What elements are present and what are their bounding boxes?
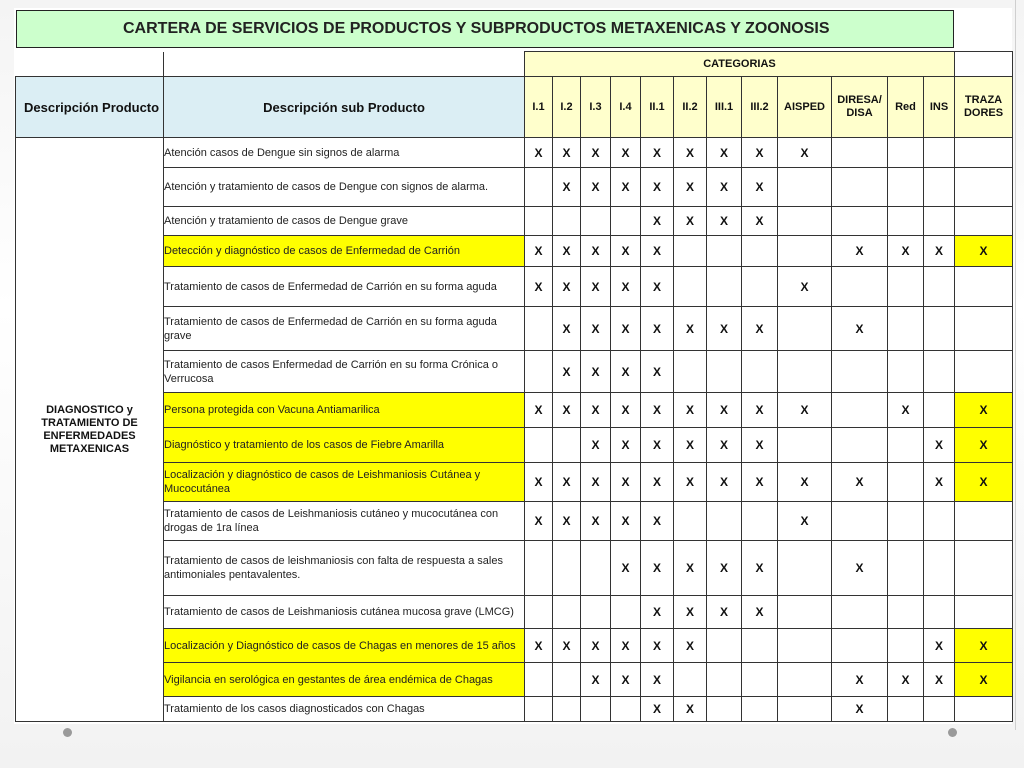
- category-mark-cell: [924, 596, 955, 629]
- category-column-header: TRAZA DORES: [955, 77, 1013, 138]
- category-mark-cell: X: [888, 236, 924, 267]
- category-mark-cell: X: [641, 697, 674, 722]
- category-column-header: I.3: [581, 77, 611, 138]
- table-row: [16, 138, 1013, 168]
- category-mark-cell: X: [832, 663, 888, 697]
- category-mark-cell: [955, 267, 1013, 307]
- category-mark-cell: X: [674, 393, 707, 428]
- category-mark-cell: [707, 351, 742, 393]
- category-mark-cell: X: [707, 207, 742, 236]
- category-column-header: I.4: [611, 77, 641, 138]
- blank-cell: [164, 52, 525, 77]
- category-mark-cell: X: [581, 307, 611, 351]
- category-mark-cell: [888, 351, 924, 393]
- subproduct-description: Tratamiento de casos Enfermedad de Carrión en su forma Crónica o Verrucosa: [164, 351, 525, 393]
- category-mark-cell: [924, 267, 955, 307]
- subproduct-description: Atención casos de Dengue sin signos de alarma: [164, 138, 525, 168]
- category-mark-cell: [924, 207, 955, 236]
- category-mark-cell: X: [742, 307, 778, 351]
- category-mark-cell: X: [641, 236, 674, 267]
- category-mark-cell: [707, 697, 742, 722]
- category-mark-cell: X: [955, 663, 1013, 697]
- category-column-header: III.2: [742, 77, 778, 138]
- category-mark-cell: X: [742, 393, 778, 428]
- category-mark-cell: X: [674, 463, 707, 502]
- category-mark-cell: [888, 428, 924, 463]
- category-mark-cell: [674, 351, 707, 393]
- category-mark-cell: X: [778, 267, 832, 307]
- table-row: [16, 697, 1013, 722]
- category-mark-cell: X: [832, 463, 888, 502]
- category-mark-cell: [888, 138, 924, 168]
- category-mark-cell: X: [674, 307, 707, 351]
- category-mark-cell: X: [707, 463, 742, 502]
- category-mark-cell: [742, 236, 778, 267]
- table-row: [16, 207, 1013, 236]
- subproduct-description: Vigilancia en serológica en gestantes de área endémica de Chagas: [164, 663, 525, 697]
- category-mark-cell: [525, 207, 553, 236]
- subproduct-description: Tratamiento de casos de Leishmaniosis cutánea mucosa grave (LMCG): [164, 596, 525, 629]
- category-mark-cell: [924, 138, 955, 168]
- category-mark-cell: X: [525, 138, 553, 168]
- category-mark-cell: [778, 207, 832, 236]
- category-mark-cell: [924, 168, 955, 207]
- category-mark-cell: X: [742, 138, 778, 168]
- subproduct-description: Tratamiento de casos de Leishmaniosis cutáneo y mucocutánea con drogas de 1ra línea: [164, 502, 525, 541]
- subproduct-description: Tratamiento de casos de leishmaniosis con falta de respuesta a sales antimoniales pentavalentes.: [164, 541, 525, 596]
- category-mark-cell: [581, 541, 611, 596]
- category-mark-cell: [832, 267, 888, 307]
- category-mark-cell: X: [581, 168, 611, 207]
- category-mark-cell: [888, 168, 924, 207]
- category-mark-cell: X: [924, 428, 955, 463]
- table-row: [16, 428, 1013, 463]
- subproduct-description: Tratamiento de casos de Enfermedad de Carrión en su forma aguda grave: [164, 307, 525, 351]
- category-mark-cell: [778, 307, 832, 351]
- category-mark-cell: X: [674, 629, 707, 663]
- categorias-header: CATEGORIAS: [525, 52, 955, 77]
- slide-decoration-dot: [948, 728, 957, 737]
- subproduct-description: Tratamiento de casos de Enfermedad de Carrión en su forma aguda: [164, 267, 525, 307]
- category-mark-cell: X: [742, 541, 778, 596]
- category-header-row: [16, 52, 1013, 77]
- category-mark-cell: X: [674, 596, 707, 629]
- category-mark-cell: [888, 463, 924, 502]
- category-mark-cell: [742, 697, 778, 722]
- category-mark-cell: X: [778, 393, 832, 428]
- category-mark-cell: X: [553, 168, 581, 207]
- category-mark-cell: X: [581, 393, 611, 428]
- category-mark-cell: [778, 663, 832, 697]
- producto-header: Descripción Producto: [16, 77, 164, 138]
- subproduct-description: Localización y Diagnóstico de casos de Chagas en menores de 15 años: [164, 629, 525, 663]
- category-mark-cell: X: [525, 236, 553, 267]
- category-mark-cell: X: [955, 629, 1013, 663]
- category-mark-cell: X: [707, 428, 742, 463]
- category-mark-cell: [553, 207, 581, 236]
- category-mark-cell: [888, 207, 924, 236]
- category-mark-cell: [832, 168, 888, 207]
- category-mark-cell: X: [641, 393, 674, 428]
- category-mark-cell: X: [611, 393, 641, 428]
- category-column-header: III.1: [707, 77, 742, 138]
- category-mark-cell: [553, 541, 581, 596]
- subproduct-description: Tratamiento de los casos diagnosticados con Chagas: [164, 697, 525, 722]
- category-mark-cell: X: [641, 502, 674, 541]
- category-mark-cell: X: [832, 697, 888, 722]
- product-description: DIAGNOSTICO y TRATAMIENTO DE ENFERMEDADES METAXENICAS: [16, 138, 164, 722]
- category-mark-cell: X: [674, 207, 707, 236]
- category-mark-cell: [924, 393, 955, 428]
- category-mark-cell: [778, 428, 832, 463]
- category-mark-cell: X: [832, 541, 888, 596]
- category-mark-cell: X: [641, 428, 674, 463]
- category-mark-cell: [955, 502, 1013, 541]
- category-mark-cell: X: [611, 428, 641, 463]
- category-mark-cell: [955, 207, 1013, 236]
- category-mark-cell: X: [611, 541, 641, 596]
- category-mark-cell: X: [674, 541, 707, 596]
- category-mark-cell: X: [581, 351, 611, 393]
- category-mark-cell: X: [581, 428, 611, 463]
- category-mark-cell: X: [641, 463, 674, 502]
- category-mark-cell: [742, 629, 778, 663]
- category-mark-cell: [611, 697, 641, 722]
- category-mark-cell: X: [924, 663, 955, 697]
- category-mark-cell: X: [525, 393, 553, 428]
- category-mark-cell: [742, 351, 778, 393]
- category-mark-cell: [611, 207, 641, 236]
- category-mark-cell: [778, 541, 832, 596]
- category-mark-cell: X: [581, 138, 611, 168]
- category-mark-cell: X: [674, 168, 707, 207]
- category-mark-cell: X: [525, 267, 553, 307]
- category-mark-cell: X: [641, 138, 674, 168]
- category-mark-cell: [525, 596, 553, 629]
- category-mark-cell: [707, 629, 742, 663]
- subproducto-header: Descripción sub Producto: [164, 77, 525, 138]
- category-mark-cell: X: [707, 393, 742, 428]
- category-mark-cell: [525, 663, 553, 697]
- category-mark-cell: [674, 236, 707, 267]
- category-mark-cell: [707, 663, 742, 697]
- category-mark-cell: [832, 502, 888, 541]
- category-mark-cell: [888, 596, 924, 629]
- category-mark-cell: X: [525, 502, 553, 541]
- category-mark-cell: [832, 138, 888, 168]
- category-mark-cell: X: [553, 393, 581, 428]
- category-mark-cell: [832, 393, 888, 428]
- category-mark-cell: X: [611, 168, 641, 207]
- category-mark-cell: X: [707, 307, 742, 351]
- services-table: [15, 51, 1013, 722]
- table-row: [16, 663, 1013, 697]
- category-mark-cell: X: [525, 629, 553, 663]
- category-mark-cell: X: [581, 663, 611, 697]
- category-mark-cell: [674, 267, 707, 307]
- category-mark-cell: X: [955, 236, 1013, 267]
- category-mark-cell: [742, 663, 778, 697]
- table-row: [16, 351, 1013, 393]
- blank-cell: [955, 52, 1013, 77]
- category-mark-cell: [924, 502, 955, 541]
- category-mark-cell: X: [581, 629, 611, 663]
- category-mark-cell: X: [611, 502, 641, 541]
- category-column-header: II.1: [641, 77, 674, 138]
- category-mark-cell: [955, 351, 1013, 393]
- page-title: CARTERA DE SERVICIOS DE PRODUCTOS Y SUBPRODUCTOS METAXENICAS Y ZOONOSIS: [123, 20, 830, 37]
- category-mark-cell: [778, 168, 832, 207]
- category-mark-cell: [674, 663, 707, 697]
- category-mark-cell: [832, 428, 888, 463]
- category-mark-cell: X: [641, 207, 674, 236]
- category-column-header: I.2: [553, 77, 581, 138]
- category-mark-cell: X: [553, 267, 581, 307]
- category-mark-cell: X: [553, 502, 581, 541]
- category-column-header: I.1: [525, 77, 553, 138]
- category-mark-cell: X: [924, 463, 955, 502]
- category-mark-cell: X: [707, 168, 742, 207]
- category-column-header: AISPED: [778, 77, 832, 138]
- category-mark-cell: [955, 541, 1013, 596]
- category-mark-cell: X: [778, 463, 832, 502]
- category-mark-cell: [832, 207, 888, 236]
- category-mark-cell: [525, 351, 553, 393]
- subproduct-description: Atención y tratamiento de casos de Dengue con signos de alarma.: [164, 168, 525, 207]
- category-mark-cell: X: [888, 663, 924, 697]
- category-mark-cell: [955, 307, 1013, 351]
- category-mark-cell: X: [707, 596, 742, 629]
- category-mark-cell: [778, 629, 832, 663]
- category-mark-cell: X: [581, 267, 611, 307]
- category-mark-cell: X: [581, 502, 611, 541]
- category-mark-cell: X: [924, 236, 955, 267]
- category-mark-cell: X: [641, 629, 674, 663]
- table-row: [16, 307, 1013, 351]
- category-mark-cell: [581, 596, 611, 629]
- table-row: [16, 168, 1013, 207]
- category-mark-cell: X: [553, 307, 581, 351]
- category-mark-cell: X: [955, 393, 1013, 428]
- table-row: [16, 502, 1013, 541]
- table-row: [16, 629, 1013, 663]
- category-mark-cell: [888, 697, 924, 722]
- category-mark-cell: X: [832, 236, 888, 267]
- category-mark-cell: X: [641, 596, 674, 629]
- category-mark-cell: X: [832, 307, 888, 351]
- category-mark-cell: X: [778, 138, 832, 168]
- category-mark-cell: [611, 596, 641, 629]
- category-mark-cell: X: [641, 663, 674, 697]
- slide-decoration-dot: [63, 728, 72, 737]
- category-mark-cell: [553, 596, 581, 629]
- category-mark-cell: X: [611, 663, 641, 697]
- category-mark-cell: [888, 502, 924, 541]
- category-mark-cell: [888, 267, 924, 307]
- category-mark-cell: [581, 697, 611, 722]
- category-mark-cell: [525, 168, 553, 207]
- category-mark-cell: X: [778, 502, 832, 541]
- category-mark-cell: [888, 541, 924, 596]
- category-column-header: DIRESA/ DISA: [832, 77, 888, 138]
- category-mark-cell: [924, 307, 955, 351]
- category-mark-cell: X: [742, 463, 778, 502]
- category-mark-cell: X: [611, 463, 641, 502]
- category-mark-cell: [778, 236, 832, 267]
- category-mark-cell: X: [707, 541, 742, 596]
- category-mark-cell: X: [707, 138, 742, 168]
- category-mark-cell: X: [553, 138, 581, 168]
- subproduct-description: Detección y diagnóstico de casos de Enfermedad de Carrión: [164, 236, 525, 267]
- table-row: [16, 236, 1013, 267]
- category-mark-cell: [924, 697, 955, 722]
- category-mark-cell: [832, 629, 888, 663]
- category-mark-cell: [525, 541, 553, 596]
- category-mark-cell: X: [641, 351, 674, 393]
- category-mark-cell: [955, 168, 1013, 207]
- category-mark-cell: [924, 351, 955, 393]
- category-mark-cell: [888, 629, 924, 663]
- category-mark-cell: X: [611, 629, 641, 663]
- category-column-header: II.2: [674, 77, 707, 138]
- category-mark-cell: X: [553, 236, 581, 267]
- category-mark-cell: X: [553, 463, 581, 502]
- category-mark-cell: [924, 541, 955, 596]
- category-mark-cell: [742, 502, 778, 541]
- category-mark-cell: X: [742, 207, 778, 236]
- category-mark-cell: X: [553, 351, 581, 393]
- subproduct-description: Persona protegida con Vacuna Antiamarilica: [164, 393, 525, 428]
- category-mark-cell: X: [674, 138, 707, 168]
- subproduct-description: Atención y tratamiento de casos de Dengue grave: [164, 207, 525, 236]
- category-mark-cell: [955, 596, 1013, 629]
- category-mark-cell: X: [955, 428, 1013, 463]
- category-mark-cell: [778, 351, 832, 393]
- category-mark-cell: [832, 351, 888, 393]
- category-mark-cell: [674, 502, 707, 541]
- category-mark-cell: X: [611, 267, 641, 307]
- category-mark-cell: X: [674, 428, 707, 463]
- category-mark-cell: [525, 428, 553, 463]
- category-mark-cell: X: [888, 393, 924, 428]
- category-mark-cell: X: [581, 236, 611, 267]
- slide-edge-line: [1015, 0, 1016, 730]
- category-mark-cell: [553, 428, 581, 463]
- category-mark-cell: [581, 207, 611, 236]
- table-row: [16, 267, 1013, 307]
- category-mark-cell: [553, 663, 581, 697]
- table-row: [16, 463, 1013, 502]
- category-mark-cell: X: [742, 168, 778, 207]
- category-mark-cell: [707, 236, 742, 267]
- category-mark-cell: [707, 267, 742, 307]
- subproduct-description: Diagnóstico y tratamiento de los casos de Fiebre Amarilla: [164, 428, 525, 463]
- category-mark-cell: X: [641, 307, 674, 351]
- category-mark-cell: [778, 697, 832, 722]
- category-mark-cell: X: [641, 168, 674, 207]
- category-mark-cell: [553, 697, 581, 722]
- category-mark-cell: X: [553, 629, 581, 663]
- blank-cell: [16, 52, 164, 77]
- category-mark-cell: X: [581, 463, 611, 502]
- category-mark-cell: X: [924, 629, 955, 663]
- category-mark-cell: X: [674, 697, 707, 722]
- category-mark-cell: [888, 307, 924, 351]
- category-mark-cell: [525, 697, 553, 722]
- table-row: [16, 393, 1013, 428]
- category-mark-cell: X: [611, 236, 641, 267]
- category-mark-cell: [707, 502, 742, 541]
- category-mark-cell: X: [641, 541, 674, 596]
- category-mark-cell: [525, 307, 553, 351]
- category-mark-cell: X: [955, 463, 1013, 502]
- category-column-header: INS: [924, 77, 955, 138]
- category-column-header: Red: [888, 77, 924, 138]
- category-mark-cell: X: [525, 463, 553, 502]
- column-header-row: [16, 77, 1013, 138]
- category-mark-cell: X: [742, 428, 778, 463]
- category-mark-cell: X: [611, 138, 641, 168]
- category-mark-cell: [955, 138, 1013, 168]
- category-mark-cell: [955, 697, 1013, 722]
- category-mark-cell: X: [611, 351, 641, 393]
- table-row: [16, 596, 1013, 629]
- category-mark-cell: X: [641, 267, 674, 307]
- category-mark-cell: [742, 267, 778, 307]
- subproduct-description: Localización y diagnóstico de casos de Leishmaniosis Cutánea y Mucocutánea: [164, 463, 525, 502]
- category-mark-cell: [832, 596, 888, 629]
- category-mark-cell: X: [742, 596, 778, 629]
- table-row: [16, 541, 1013, 596]
- category-mark-cell: X: [611, 307, 641, 351]
- category-mark-cell: [778, 596, 832, 629]
- title-box: [16, 10, 954, 48]
